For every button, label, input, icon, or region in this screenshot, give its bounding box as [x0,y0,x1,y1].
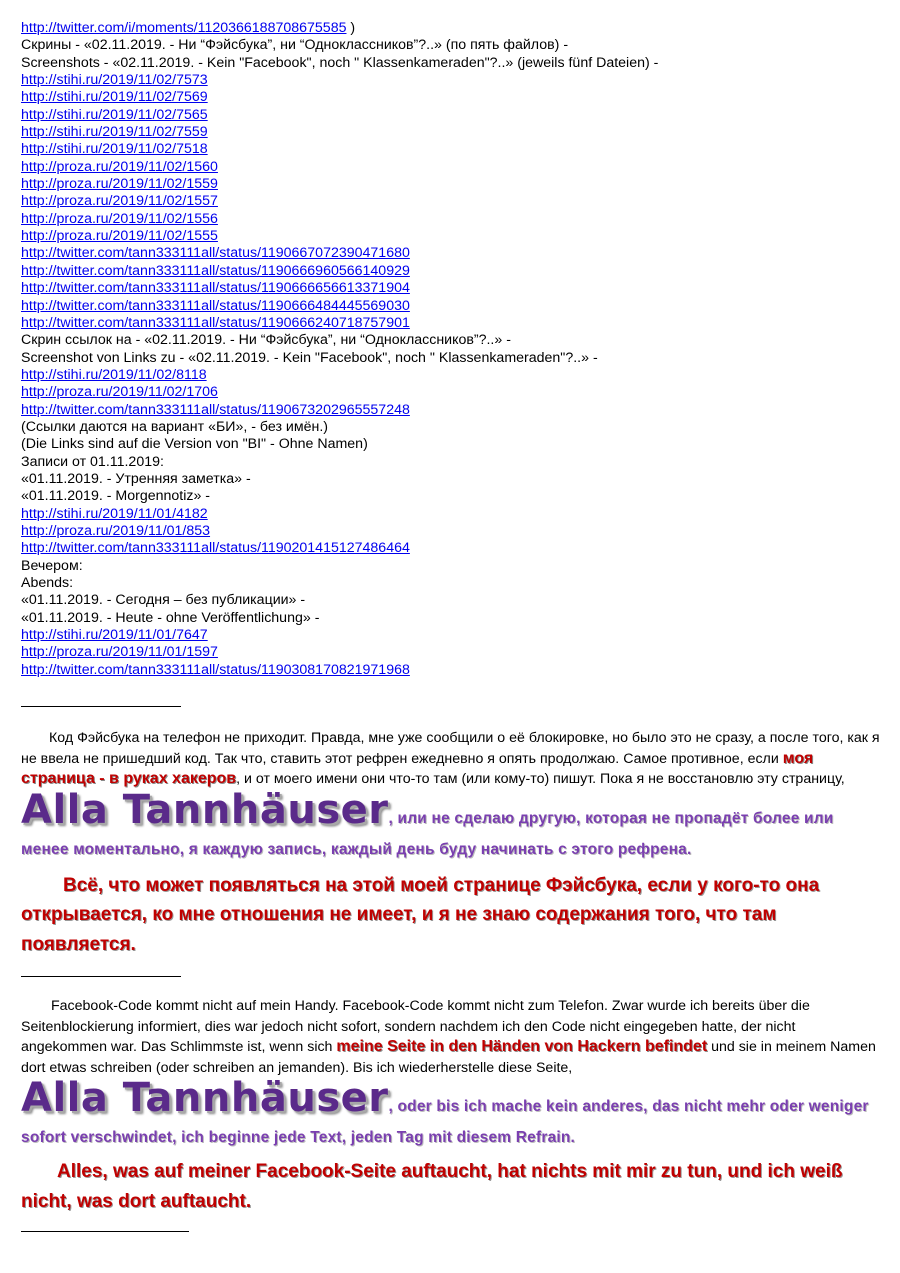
separator-rule [21,1231,189,1232]
url-link[interactable]: http://stihi.ru/2019/11/01/4182 [21,505,208,522]
text-line: (Die Links sind auf die Version von "BI" - Ohne Namen) [21,436,368,453]
url-link[interactable]: http://twitter.com/tann333111all/status/1190667072390471680 [21,245,410,262]
list-item [21,107,881,124]
text-line: Записи от 01.11.2019: [21,453,164,470]
list-item [21,419,881,436]
closing-paren: ) [346,20,356,36]
de-warning-text: Alles, was auf meiner Facebook-Seite auftaucht, hat nichts mit mir zu tun, und ich weiß nicht, was dort auftaucht. [21,1161,843,1212]
list-item [21,20,881,37]
ru-warning-text: Всё, что может появляться на этой моей странице Фэйсбука, если у кого-то она открывается, ко мне отношения не имеет, и я не знаю содержания того, что там появляется. [21,874,820,955]
text-line: Screenshot von Links zu - «02.11.2019. - Kein "Facebook", noch " Klassenkameraden"?..» - [21,349,598,366]
ru-refrain [21,786,881,865]
text-line: (Ссылки даются на вариант «БИ», - без имён.) [21,418,328,435]
url-link[interactable]: http://stihi.ru/2019/11/02/8118 [21,366,207,383]
text-line: Скрин ссылок на - «02.11.2019. - Ни “Фэйсбука”, ни “Одноклассников”?..» - [21,332,511,349]
url-link[interactable]: http://stihi.ru/2019/11/01/7647 [21,627,208,644]
text-line: «01.11.2019. - Morgennotiz» - [21,488,211,505]
list-item [21,506,881,523]
list-item [21,37,881,54]
de-text-end: und sie in meinem Namen dort etwas schreiben (oder schreiben an jemanden). Bis ich wiederherstelle diese Seite, [21,1039,876,1076]
url-link[interactable]: http://twitter.com/i/moments/1120366188708675585 [21,20,347,36]
list-item [21,315,881,332]
text-line: Abends: [21,575,74,591]
url-link[interactable]: http://twitter.com/tann333111all/status/1190666960566140929 [21,262,410,279]
list-item [21,280,881,297]
text-line: «01.11.2019. - Сегодня – без публикации» - [21,592,306,609]
list-item [21,575,881,592]
text-line: «01.11.2019. - Heute - ohne Veröffentlichung» - [21,609,320,626]
list-item [21,592,881,609]
list-item [21,159,881,176]
russian-section [21,728,881,959]
url-link[interactable]: http://twitter.com/tann333111all/status/1190666656613371904 [21,280,410,297]
german-paragraph [21,996,881,1078]
url-link[interactable]: http://proza.ru/2019/11/02/1557 [21,193,218,210]
list-item [21,488,881,505]
text-line: Скрины - «02.11.2019. - Ни “Фэйсбука”, ни “Одноклассников”?..» (по пять файлов) - [21,37,569,54]
url-link[interactable]: http://twitter.com/tann333111all/status/1190308170821971968 [21,661,410,678]
url-link[interactable]: http://stihi.ru/2019/11/02/7565 [21,106,208,123]
url-link[interactable]: http://twitter.com/tann333111all/status/1190201415127486464 [21,540,410,557]
list-item [21,436,881,453]
url-link[interactable]: http://proza.ru/2019/11/01/1597 [21,644,218,661]
de-text-start: Facebook-Code kommt nicht auf mein Handy. Facebook-Code kommt nicht zum Telefon. Zwar wurde ich bereits über die Seitenblockierung informiert, dies war jedoch nicht sofort, sondern nachdem ich den Code nicht eingegeben hatte, der nicht angekommen war. Das Schlimmste ist, wenn sich [21,998,810,1056]
list-item [21,627,881,644]
ru-hackers-highlight: моя страница - в руках хакеров [21,749,814,788]
separator-rule [21,706,181,707]
url-link[interactable]: http://stihi.ru/2019/11/02/7518 [21,141,208,158]
list-item [21,350,881,367]
list-item [21,298,881,315]
de-purple-text: , oder bis ich mache kein anderes, das nicht mehr oder weniger sofort verschwindet, ich beginne jede Text, jeden Tag mit diesem Refrain. [21,1098,869,1147]
author-name-logo: Alla Tannhäuser [21,786,389,833]
url-link[interactable]: http://proza.ru/2019/11/02/1555 [21,228,218,245]
list-item [21,367,881,384]
de-hackers-highlight: meine Seite in den Händen von Hackern befindet [336,1038,708,1056]
list-item [21,124,881,141]
ru-purple-text: , или не сделаю другую, которая не пропадёт более или менее моментально, я каждую запись, каждый день буду начинать с этого рефрена. [21,809,834,858]
list-item [21,263,881,280]
list-item [21,193,881,210]
url-link[interactable]: http://proza.ru/2019/11/02/1560 [21,158,218,175]
list-item [21,644,881,661]
separator-rule [21,976,181,977]
url-link[interactable]: http://proza.ru/2019/11/02/1706 [21,384,218,401]
ru-text-end: , и от моего имени они что-то там (или кому-то) пишут. Пока я не восстановлю эту страницу, [236,771,845,788]
url-link[interactable]: http://twitter.com/tann333111all/status/1190666240718757901 [21,314,410,331]
list-item [21,89,881,106]
list-item [21,332,881,349]
de-refrain [21,1075,881,1153]
german-section [21,996,881,1216]
russian-paragraph [21,728,881,790]
text-line: Вечером: [21,557,83,574]
list-item [21,228,881,245]
list-item [21,402,881,419]
url-link[interactable]: http://stihi.ru/2019/11/02/7569 [21,89,208,106]
list-item [21,454,881,471]
url-link[interactable]: http://stihi.ru/2019/11/02/7573 [21,72,208,89]
list-item [21,523,881,540]
list-item [21,211,881,228]
list-item [21,558,881,575]
list-item [21,384,881,401]
list-item [21,662,881,679]
list-item [21,540,881,557]
url-link[interactable]: http://proza.ru/2019/11/02/1556 [21,210,218,227]
text-line: Screenshots - «02.11.2019. - Kein "Facebook", noch " Klassenkameraden"?..» (jeweils fünf Dateien) - [21,54,659,71]
list-item [21,245,881,262]
document-page [21,20,881,1232]
url-link[interactable]: http://stihi.ru/2019/11/02/7559 [21,124,208,141]
url-link[interactable]: http://proza.ru/2019/11/02/1559 [21,176,218,193]
url-link[interactable]: http://twitter.com/tann333111all/status/1190666484445569030 [21,297,410,314]
url-link[interactable]: http://twitter.com/tann333111all/status/1190673202965557248 [21,401,410,418]
text-line: «01.11.2019. - Утренняя заметка» - [21,470,251,487]
list-item [21,176,881,193]
list-item [21,72,881,89]
list-item [21,471,881,488]
list-item [21,55,881,72]
list-item [21,610,881,627]
url-link[interactable]: http://proza.ru/2019/11/01/853 [21,522,211,539]
ru-text-start: Код Фэйсбука на телефон не приходит. Правда, мне уже сообщили о её блокировке, но было это не сразу, а после того, как я не ввела не пришедший код. Так что, ставить этот рефрен ежедневно я опять продолжаю. Самое противное, если [21,730,880,767]
link-list [21,20,881,679]
list-item [21,141,881,158]
author-name-logo: Alla Tannhäuser [21,1075,389,1122]
